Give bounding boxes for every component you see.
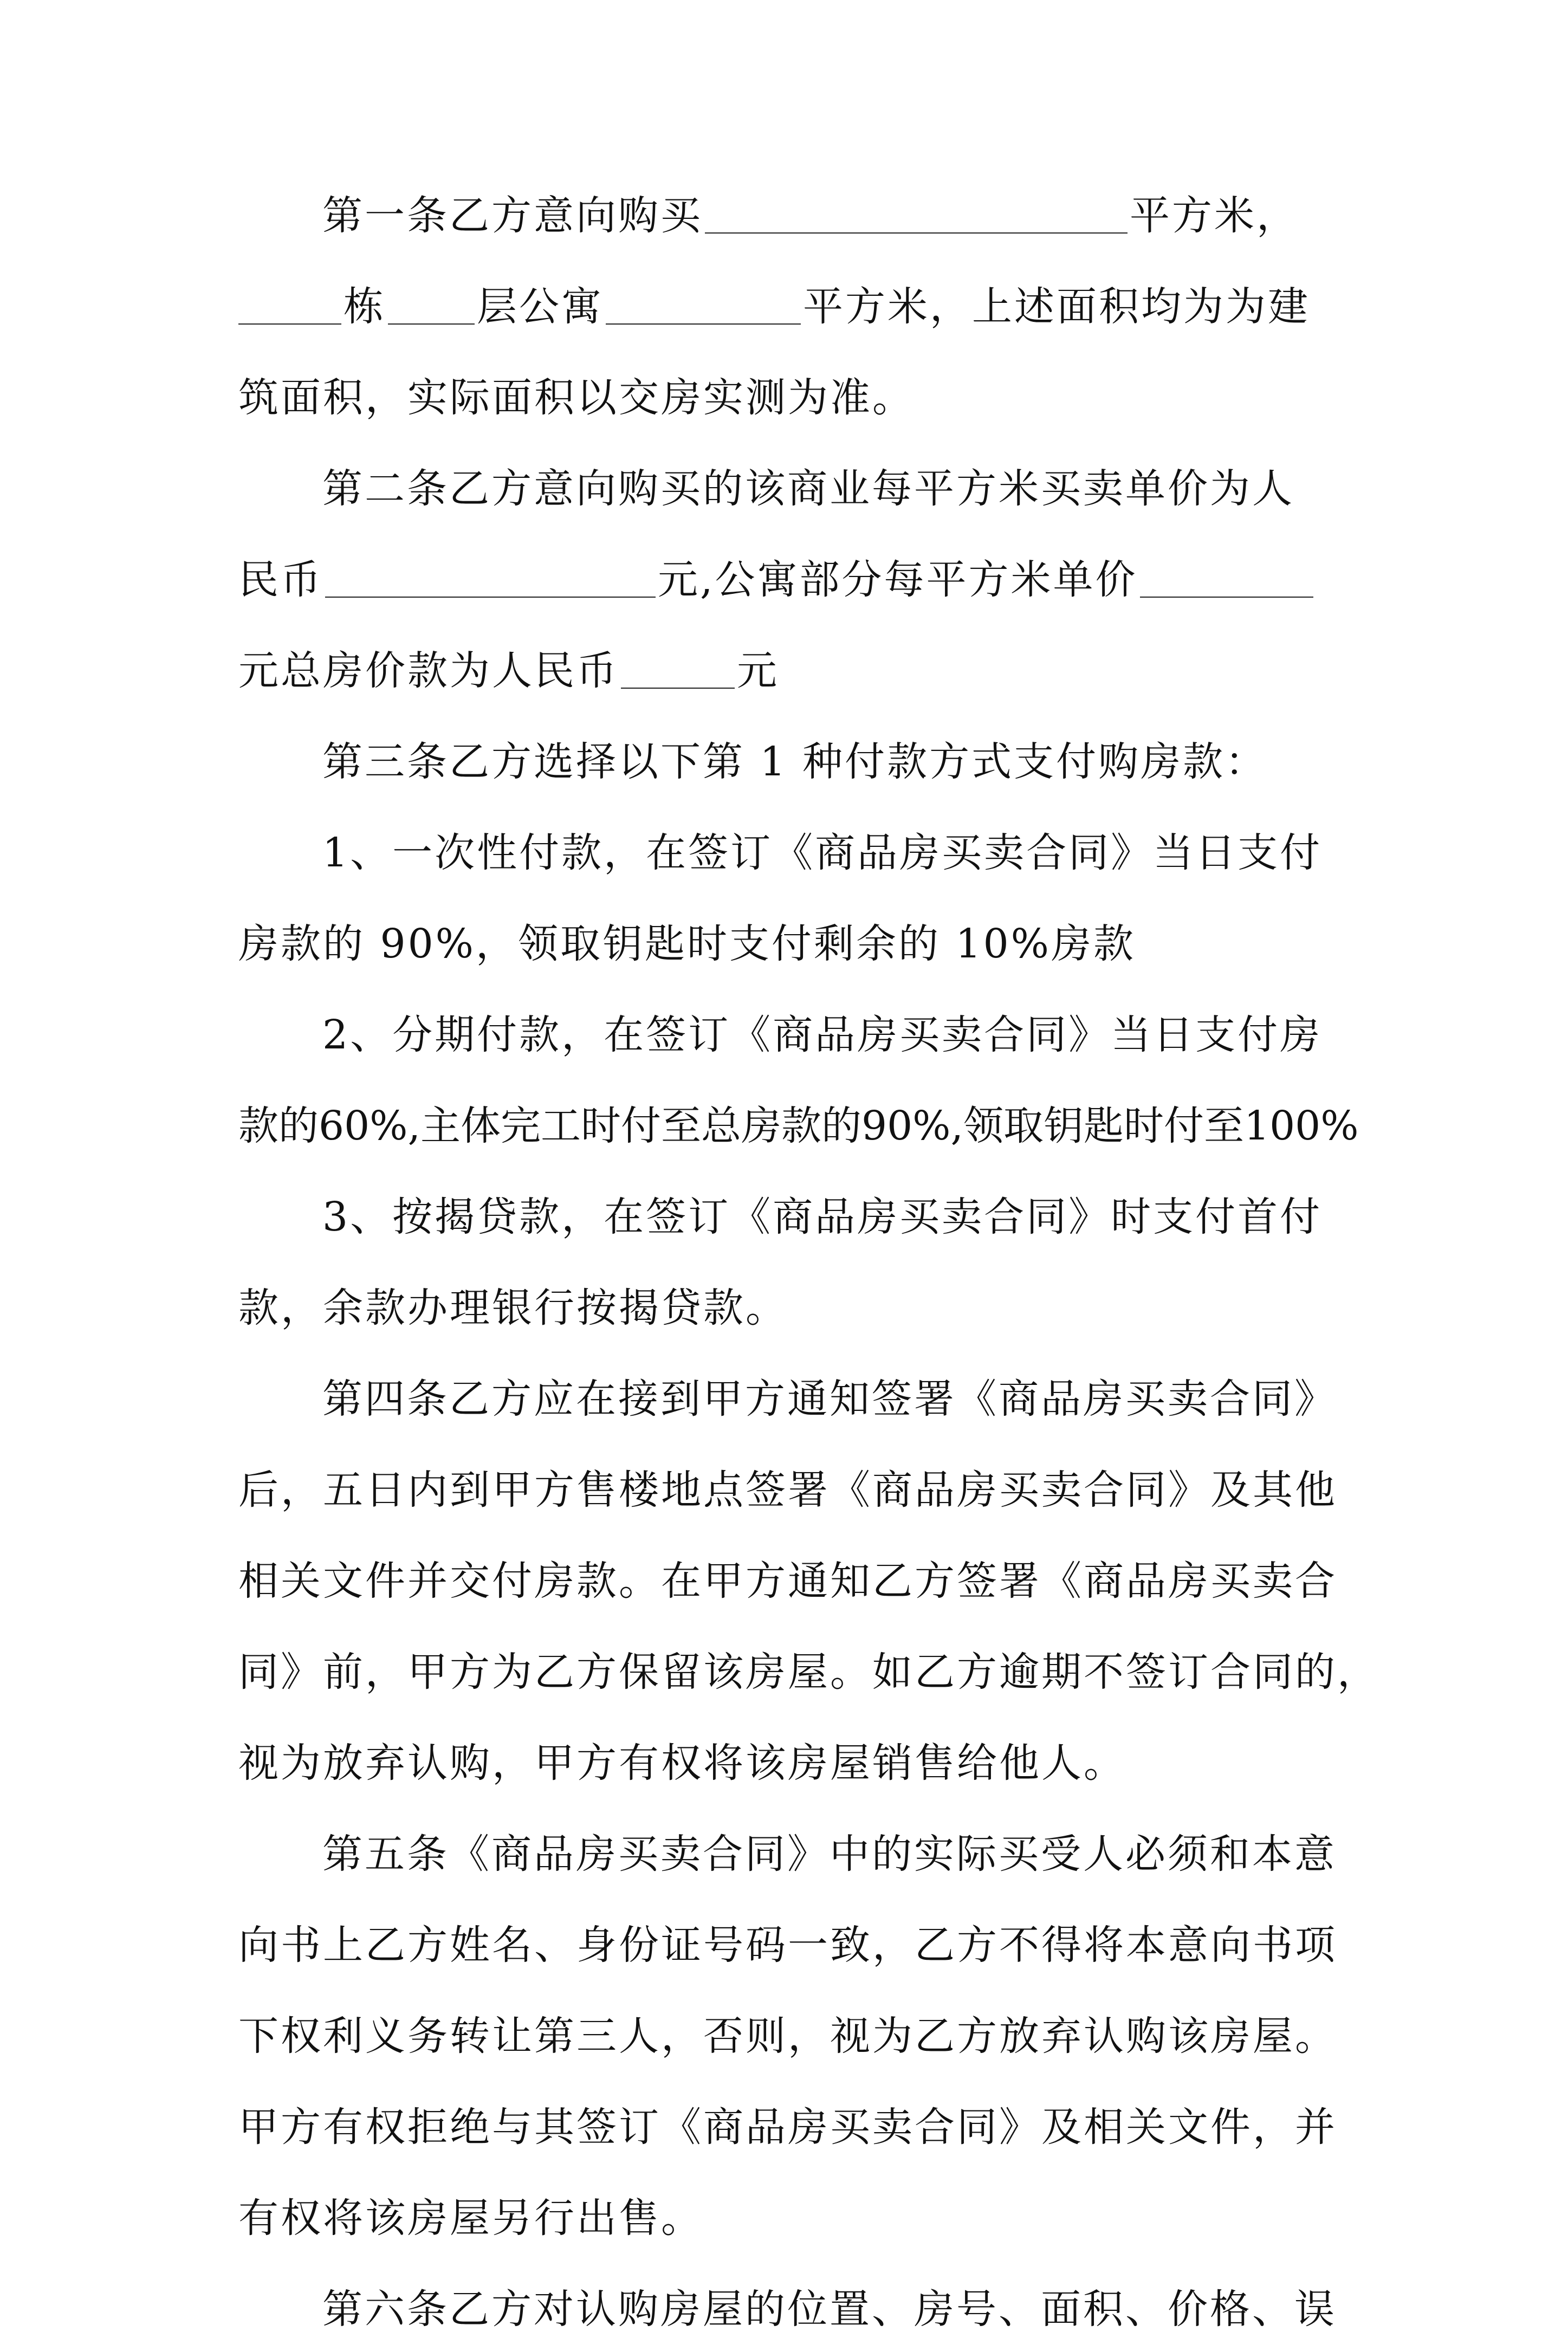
payment-option-1-line1	[238, 824, 1341, 882]
article2-line3	[238, 642, 1341, 700]
article1-text: 层公寓	[477, 283, 604, 330]
article2-text: 元,公寓部分每平方米单价	[658, 556, 1138, 603]
article4-text: 相关文件并交付房款。在甲方通知乙方签署《商品房买卖合	[238, 1558, 1337, 1604]
article1-text: 筑面积，实际面积以交房实测为准。	[238, 374, 915, 421]
article2-text: 第二条乙方意向购买的该商业每平方米买卖单价为人	[322, 465, 1294, 512]
article5-line1	[238, 1825, 1341, 1883]
area-blank[interactable]	[705, 195, 1128, 234]
article1-line1	[238, 187, 1341, 244]
article4-text: 后，五日内到甲方售楼地点签署《商品房买卖合同》及其他	[238, 1467, 1337, 1513]
article3-text: 第三条乙方选择以下第 1 种付款方式支付购房款：	[322, 739, 1268, 785]
article4-line4	[238, 1643, 1379, 1701]
commercial-price-blank[interactable]	[325, 559, 656, 598]
article3-intro	[238, 733, 1341, 791]
article4-text: 同》前，甲方为乙方保留该房屋。如乙方逾期不签订合同的，	[238, 1649, 1379, 1695]
article1-text: 栋	[344, 283, 386, 330]
article2-text: 元	[737, 647, 779, 694]
payment-option-text: 1、一次性付款，在签订《商品房买卖合同》当日支付	[322, 830, 1323, 876]
document-body	[238, 187, 1379, 2338]
payment-option-3-line2	[238, 1279, 1341, 1337]
payment-option-1-line2	[238, 915, 1341, 973]
payment-option-text: 款的60%,主体完工时付至总房款的90%,领取钥匙时付至100%	[238, 1103, 1359, 1149]
payment-option-text: 房款的 90%，领取钥匙时支付剩余的 10%房款	[238, 921, 1136, 967]
floor-blank[interactable]	[388, 286, 475, 325]
article5-line3	[238, 2007, 1341, 2065]
payment-option-text: 款，余款办理银行按揭贷款。	[238, 1285, 788, 1331]
article1-text: 平方米，	[1130, 192, 1299, 239]
article5-text: 第五条《商品房买卖合同》中的实际买受人必须和本意	[322, 1831, 1337, 1877]
article6-line1	[238, 2281, 1341, 2338]
article2-line1	[238, 460, 1341, 517]
article5-text: 下权利义务转让第三人，否则，视为乙方放弃认购该房屋。	[238, 2013, 1337, 2059]
article4-line3	[238, 1552, 1341, 1610]
article2-text: 民币	[238, 556, 323, 603]
article1-text: 第一条乙方意向购买	[322, 192, 703, 239]
article5-text: 有权将该房屋另行出售。	[238, 2195, 703, 2242]
payment-option-text: 3、按揭贷款，在签订《商品房买卖合同》时支付首付	[322, 1194, 1323, 1240]
article1-line2	[238, 278, 1341, 335]
article2-text: 元总房价款为人民币	[238, 647, 619, 694]
article5-line5	[238, 2190, 1341, 2247]
article6-text: 第六条乙方对认购房屋的位置、房号、面积、价格、误	[322, 2286, 1337, 2333]
article4-line2	[238, 1461, 1341, 1519]
article5-line2	[238, 1916, 1341, 1974]
building-blank[interactable]	[238, 286, 341, 325]
article2-line2	[238, 551, 1341, 608]
article4-line1	[238, 1370, 1341, 1428]
payment-option-text: 2、分期付款，在签订《商品房买卖合同》当日支付房	[322, 1012, 1323, 1058]
apartment-area-blank[interactable]	[606, 286, 801, 325]
article1-line3	[238, 369, 1341, 426]
article5-line4	[238, 2099, 1341, 2156]
apartment-price-blank[interactable]	[1140, 559, 1313, 598]
payment-option-2-line2	[238, 1097, 1359, 1155]
payment-option-3-line1	[238, 1188, 1341, 1246]
article5-text: 向书上乙方姓名、身份证号码一致，乙方不得将本意向书项	[238, 1922, 1337, 1968]
article1-text: 平方米，上述面积均为为建	[803, 283, 1310, 330]
article4-text: 视为放弃认购，甲方有权将该房屋销售给他人。	[238, 1740, 1126, 1786]
article4-text: 第四条乙方应在接到甲方通知签署《商品房买卖合同》	[322, 1376, 1337, 1422]
total-price-blank[interactable]	[621, 650, 735, 689]
article4-line5	[238, 1734, 1341, 1792]
article5-text: 甲方有权拒绝与其签订《商品房买卖合同》及相关文件，并	[238, 2104, 1337, 2151]
payment-option-2-line1	[238, 1006, 1341, 1064]
